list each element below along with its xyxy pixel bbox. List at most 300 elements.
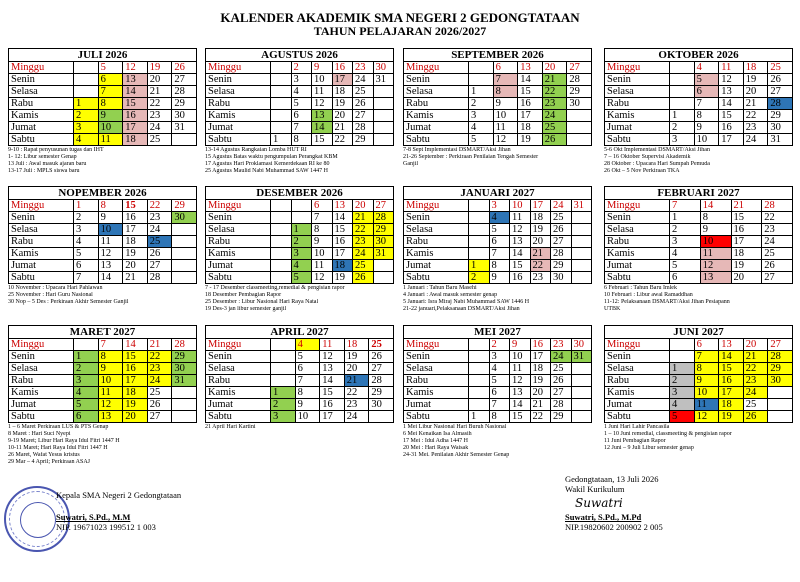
day-row [206,339,394,351]
curriculum-signature-block [565,474,663,532]
date-cell: 2 [291,236,312,248]
date-cell [571,236,592,248]
date-cell: 13 [98,260,123,272]
day-label: Jumat [605,260,670,272]
date-cell: 28 [373,212,394,224]
date-cell: 1 [670,363,695,375]
date-cell: 22 [542,86,567,98]
date-cell: 16 [320,399,345,411]
handwritten-signature: Suwatri [575,496,623,510]
day-row [206,110,394,122]
date-cell: 5 [670,260,701,272]
date-cell: 9 [510,339,531,351]
day-row [605,399,793,411]
date-cell: 5 [694,74,719,86]
date-cell: 12 [700,260,731,272]
date-cell [271,74,292,86]
month-notes [403,147,592,168]
date-cell: 2 [74,363,99,375]
date-cell: 26 [762,260,793,272]
date-cell: 28 [353,122,374,134]
day-row [605,272,793,284]
date-cell: 6 [694,86,719,98]
day-row [605,224,793,236]
day-label: Jumat [605,399,670,411]
date-cell: 30 [373,62,394,74]
curriculum-nip: NIP.19820602 200902 2 005 [565,522,663,532]
date-cell: 10 [700,236,731,248]
date-cell: 17 [332,74,353,86]
date-cell: 3 [489,351,510,363]
date-cell: 13 [332,200,353,212]
date-cell [271,272,292,284]
day-label: Selasa [206,363,271,375]
day-label: Senin [206,351,271,363]
date-cell: 29 [172,351,197,363]
date-cell [469,224,490,236]
date-cell: 8 [98,351,123,363]
date-cell: 6 [489,387,510,399]
date-cell: 26 [172,62,197,74]
date-cell [571,248,592,260]
date-cell: 21 [332,122,353,134]
date-cell [571,224,592,236]
date-cell: 4 [489,212,510,224]
month-notes [604,424,793,452]
date-cell: 8 [694,363,719,375]
day-label: Jumat [206,399,271,411]
note-line: 26 Maret, Wafat Yesus kristus [8,452,80,458]
date-cell: 9 [694,122,719,134]
date-cell [768,387,793,399]
date-cell: 15 [123,200,148,212]
date-cell: 18 [530,363,551,375]
day-row [9,74,197,86]
date-cell: 20 [743,339,768,351]
date-cell: 12 [123,62,148,74]
date-cell [172,134,197,146]
day-row [9,351,197,363]
date-cell: 3 [74,224,99,236]
date-cell: 28 [768,98,793,110]
month-title: JANUARI 2027 [403,186,592,199]
date-cell: 20 [332,110,353,122]
date-cell: 7 [98,86,123,98]
date-cell: 11 [510,363,531,375]
date-cell [271,339,296,351]
note-line: UTBK [604,306,621,312]
date-cell: 25 [147,134,172,146]
date-cell: 1 [271,134,292,146]
date-cell: 20 [344,363,369,375]
date-cell: 28 [768,351,793,363]
date-cell: 7 [694,351,719,363]
day-row [404,122,592,134]
date-cell: 22 [147,351,172,363]
date-cell [469,363,490,375]
date-cell [469,62,494,74]
date-cell: 30 [571,339,592,351]
note-line: 1 – 10 Juni remedial, classmeeting & pengisian rapor [604,431,732,437]
date-cell: 9 [700,224,731,236]
day-label: Senin [404,212,469,224]
date-cell: 5 [291,272,312,284]
date-cell: 1 [74,351,99,363]
date-cell: 9 [493,98,518,110]
day-row [605,363,793,375]
date-cell: 22 [332,134,353,146]
date-cell: 16 [518,98,543,110]
date-cell: 15 [719,363,744,375]
day-row [206,74,394,86]
page-title: KALENDER AKADEMIK SMA NEGERI 2 GEDONGTATAAN [220,10,580,25]
date-cell: 16 [123,363,148,375]
date-cell: 14 [510,248,531,260]
date-cell: 13 [320,363,345,375]
day-label: Minggu [9,200,74,212]
date-cell [571,212,592,224]
date-cell: 24 [344,411,369,423]
date-cell: 28 [172,339,197,351]
date-cell [373,86,394,98]
note-line: 5 Januari: Isra Miraj Nabi Muhammad SAW 1446 H [403,299,530,305]
date-cell [571,272,592,284]
note-line: 1 Januari : Tahun Baru Masehi [403,285,477,291]
date-cell: 30 [768,122,793,134]
date-cell: 30 [768,375,793,387]
date-cell: 15 [510,411,531,423]
date-cell: 19 [123,248,148,260]
date-cell: 19 [731,260,762,272]
month-table [8,338,197,423]
date-cell: 15 [510,260,531,272]
date-cell: 11 [98,387,123,399]
date-cell [571,375,592,387]
date-cell: 7 [489,248,510,260]
date-cell: 13 [510,236,531,248]
date-cell [172,272,197,284]
day-row [206,387,394,399]
date-cell: 14 [98,272,123,284]
date-cell: 21 [147,339,172,351]
date-cell: 23 [542,98,567,110]
day-row [404,74,592,86]
day-row [206,212,394,224]
day-label: Minggu [206,339,271,351]
day-label: Minggu [206,200,271,212]
date-cell [271,363,296,375]
date-cell: 6 [295,363,320,375]
month-title: FEBRUARI 2027 [604,186,793,199]
day-label: Kamis [404,248,469,260]
day-label: Senin [206,74,271,86]
note-line: 5-6 Okt Implementasi DSMART/Aksi Jihan [604,147,710,153]
day-label: Minggu [404,200,469,212]
date-cell [571,411,592,423]
month-table [604,61,793,146]
day-row [605,134,793,146]
date-cell: 18 [731,248,762,260]
day-label: Senin [206,212,271,224]
date-cell: 4 [489,363,510,375]
date-cell [373,122,394,134]
date-cell: 18 [123,387,148,399]
date-cell: 24 [542,110,567,122]
date-cell [567,134,592,146]
note-line: 1- 12: Libur semester Genap [8,154,77,160]
date-cell: 21 [344,375,369,387]
day-row [404,212,592,224]
date-cell: 10 [312,248,333,260]
date-cell: 2 [271,399,296,411]
month-notes [8,285,197,306]
date-cell [768,411,793,423]
note-line: 10-11 Maret; Hari Raya Idul Fitri 1447 H [8,445,108,451]
day-label: Jumat [404,260,469,272]
month-block [403,325,592,459]
date-cell: 13 [123,74,148,86]
day-label: Selasa [605,86,670,98]
day-row [404,134,592,146]
day-row [605,98,793,110]
day-row [9,224,197,236]
note-line: 7 – 16 Oktober Supervisi Akademik [604,154,691,160]
date-cell [74,339,99,351]
date-cell: 27 [369,363,394,375]
date-cell [74,74,99,86]
date-cell: 4 [291,260,312,272]
date-cell: 12 [98,399,123,411]
date-cell: 4 [74,236,99,248]
day-label: Senin [9,212,74,224]
date-cell: 24 [147,224,172,236]
date-cell: 3 [291,248,312,260]
date-cell [571,399,592,411]
date-cell: 8 [694,110,719,122]
day-row [9,272,197,284]
day-row [605,236,793,248]
date-cell [469,248,490,260]
date-cell: 11 [320,339,345,351]
date-cell [271,200,292,212]
day-label: Kamis [206,248,271,260]
date-cell: 15 [123,351,148,363]
date-cell: 18 [123,236,148,248]
note-line: 25 Desember : Libur Nasional Hari Raya Natal [205,299,319,305]
day-row [404,411,592,423]
date-cell: 24 [353,248,374,260]
day-row [9,387,197,399]
day-label: Selasa [9,363,74,375]
day-row [605,248,793,260]
day-row [605,62,793,74]
date-cell: 2 [670,375,695,387]
date-cell: 8 [98,200,123,212]
day-row [605,86,793,98]
date-cell: 17 [530,351,551,363]
date-cell: 8 [489,260,510,272]
day-row [206,351,394,363]
page-subtitle: TAHUN PELAJARAN 2026/2027 [313,24,487,38]
date-cell: 23 [353,236,374,248]
day-row [404,387,592,399]
day-label: Rabu [9,236,74,248]
date-cell: 20 [353,200,374,212]
note-line: 7 - 17 Desember classmeeting,remedial & pengisian rapor [205,285,345,291]
month-block [604,48,793,175]
date-cell [74,86,99,98]
note-line: 21-26 September : Perkiraan Penilaian Tengah Semester [403,154,539,160]
date-cell: 28 [551,399,572,411]
date-cell: 2 [670,224,701,236]
date-cell: 24 [743,134,768,146]
date-cell: 29 [353,134,374,146]
date-cell: 17 [332,248,353,260]
note-line: 19 Des-3 jan libur semester ganjil [205,306,287,312]
date-cell: 25 [768,62,793,74]
day-row [206,224,394,236]
date-cell: 21 [743,98,768,110]
date-cell: 27 [567,62,592,74]
day-row [9,98,197,110]
date-cell: 8 [312,224,333,236]
day-label: Sabtu [605,134,670,146]
date-cell: 11 [510,212,531,224]
date-cell: 22 [147,200,172,212]
date-cell: 30 [373,236,394,248]
date-cell [271,122,292,134]
date-cell: 17 [719,387,744,399]
date-cell: 30 [172,110,197,122]
date-cell: 14 [518,74,543,86]
day-row [605,351,793,363]
day-label: Rabu [404,236,469,248]
date-cell [172,387,197,399]
day-row [404,236,592,248]
date-cell: 11 [719,62,744,74]
date-cell: 30 [369,399,394,411]
date-cell: 25 [542,122,567,134]
date-cell [571,363,592,375]
month-title: APRIL 2027 [205,325,394,338]
note-line: 17 Mei : Idul Adha 1447 H [403,438,468,444]
date-cell: 11 [312,86,333,98]
day-row [404,272,592,284]
date-cell [567,110,592,122]
date-cell [172,411,197,423]
day-row [9,339,197,351]
month-table [604,199,793,284]
date-cell: 12 [694,411,719,423]
month-table [8,61,197,146]
day-label: Jumat [206,260,271,272]
date-cell: 5 [670,411,695,423]
date-cell: 22 [762,212,793,224]
date-cell: 23 [762,224,793,236]
date-cell: 27 [353,110,374,122]
day-label: Minggu [9,339,74,351]
curriculum-title: Wakil Kurikulum [565,484,625,494]
day-row [404,375,592,387]
date-cell: 6 [74,411,99,423]
date-cell: 24 [743,387,768,399]
date-cell: 25 [147,236,172,248]
date-cell: 28 [762,200,793,212]
month-notes [604,285,793,313]
date-cell: 24 [551,351,572,363]
day-label: Kamis [404,387,469,399]
date-cell: 16 [719,122,744,134]
note-line: 11 Juni Pembagian Rapor [604,438,666,444]
date-cell: 31 [768,134,793,146]
date-cell: 30 [567,98,592,110]
date-cell: 23 [530,272,551,284]
month-notes [604,147,793,175]
date-cell: 24 [551,200,572,212]
date-cell [373,260,394,272]
date-cell: 29 [369,387,394,399]
day-label: Senin [9,74,74,86]
day-label: Rabu [404,375,469,387]
note-line: 1 Juni Hari Lahir Pancasila [604,424,670,430]
month-title: MEI 2027 [403,325,592,338]
date-cell: 7 [291,122,312,134]
date-cell: 6 [670,272,701,284]
date-cell: 4 [469,122,494,134]
date-cell: 25 [551,212,572,224]
date-cell: 21 [731,200,762,212]
day-label: Minggu [404,339,469,351]
date-cell: 12 [719,74,744,86]
day-label: Jumat [605,122,670,134]
date-cell: 21 [123,272,148,284]
day-row [9,212,197,224]
date-cell: 9 [312,236,333,248]
date-cell: 29 [172,98,197,110]
note-line: 10 November : Upacara Hari Pahlawan [8,285,103,291]
date-cell: 23 [551,339,572,351]
date-cell: 19 [123,399,148,411]
month-table [403,338,592,423]
day-label: Sabtu [9,411,74,423]
date-cell: 26 [369,351,394,363]
date-cell: 10 [510,351,531,363]
day-label: Minggu [404,62,469,74]
date-cell [469,339,490,351]
month-title: AGUSTUS 2026 [205,48,394,61]
date-cell: 30 [172,363,197,375]
date-cell: 3 [489,200,510,212]
date-cell: 22 [530,411,551,423]
date-cell: 14 [719,98,744,110]
day-label: Sabtu [605,272,670,284]
day-label: Rabu [9,98,74,110]
date-cell: 28 [147,272,172,284]
date-cell: 6 [493,62,518,74]
date-cell: 25 [147,387,172,399]
note-line: 10 Februari : Libur awal Ramaddhan [604,292,693,298]
day-row [9,62,197,74]
date-cell: 13 [312,110,333,122]
date-cell: 27 [768,86,793,98]
date-cell: 29 [373,224,394,236]
month-title: DESEMBER 2026 [205,186,394,199]
date-cell [469,200,490,212]
date-cell: 11 [493,122,518,134]
date-cell: 26 [542,134,567,146]
note-line: 20 Mei : Hari Raya Waisak [403,445,469,451]
date-cell: 16 [719,375,744,387]
